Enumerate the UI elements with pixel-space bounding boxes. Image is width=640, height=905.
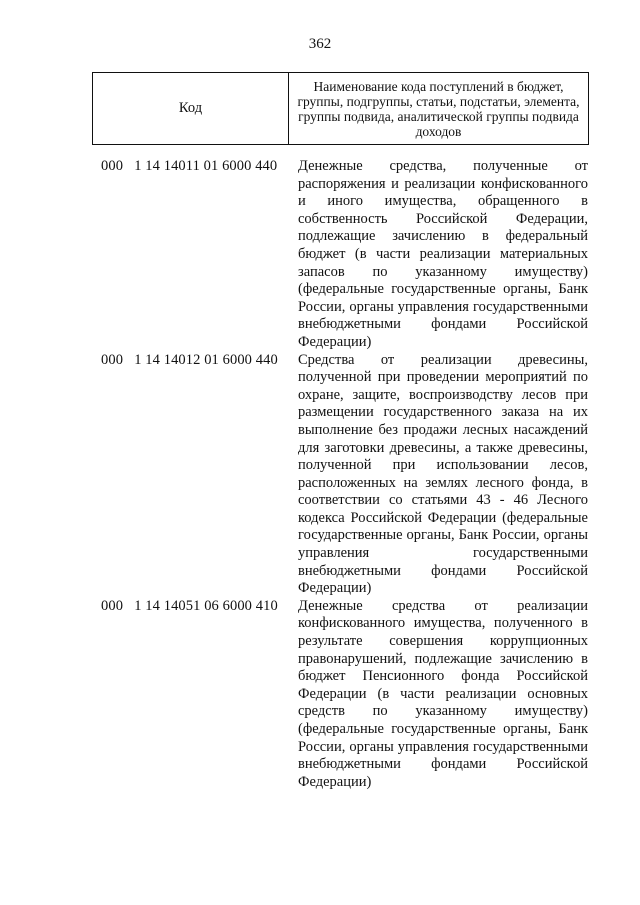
header-code-column: Код: [93, 73, 289, 144]
income-description: Денежные средства, полученные от распоряжения и реализации конфискованного и иного имущества, обращенного в собственность Российской Федерации, подлежащие зачислению в федеральный бюджет (в части реализации материальных запасов по указанному имуществу) (федеральные государственные органы, Банк России, органы управления государственными внебюджетными фондами Российской Федерации): [298, 158, 588, 350]
income-code: 000 1 14 14011 01 6000 440: [101, 158, 278, 174]
page-number: 362: [308, 36, 332, 52]
income-code: 000 1 14 14051 06 6000 410: [101, 597, 278, 614]
table-row: [0, 598, 640, 792]
table-row: [0, 158, 640, 352]
header-name-column: Наименование кода поступлений в бюджет, группы, подгруппы, статьи, подстатьи, элемента, группы подвида, аналитической группы подвида доходов: [297, 78, 580, 139]
income-description: Средства от реализации древесины, полученной при проведении мероприятий по охране, защите, воспроизводству лесов при размещении государственного заказа на их выполнение без продажи лесных насаждений для заготовки древесины, а также древесины, полученной при использовании лесов, расположенных на землях лесного фонда, в соответствии со статьями 43 - 46 Лесного кодекса Российской Федерации (федеральные государственные органы, Банк России, органы управления государственными внебюджетными фондами Российской Федерации): [298, 351, 588, 597]
income-code: 000 1 14 14012 01 6000 440: [101, 351, 278, 368]
table-header: [92, 72, 589, 145]
income-description: Денежные средства от реализации конфискованного имущества, полученного в результате совершения коррупционных правонарушений, подлежащие зачислению в бюджет Пенсионного фонда Российской Федерации (в части реализации основных средств по указанному имуществу) (федеральные государственные органы, Банк России, органы управления государственными внебюджетными фондами Российской Федерации): [298, 597, 588, 790]
table-body: [0, 158, 640, 791]
table-row: [0, 352, 640, 598]
